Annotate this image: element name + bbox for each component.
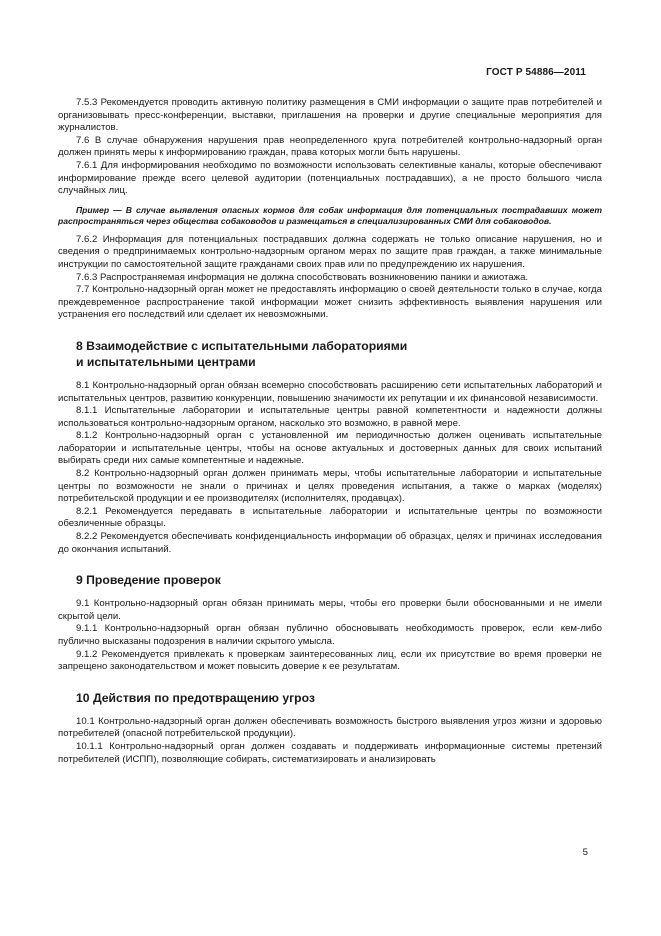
paragraph: 7.5.3 Рекомендуется проводить активную политику размещения в СМИ информации о защите прав потребителей и организовывать пресс-конференции, выставки, приглашения на проверки и другие специальные мероприятия для журналистов. [58, 97, 602, 134]
paragraph: 8.1 Контрольно-надзорный орган обязан всемерно способствовать расширению сети испытательных лабораторий и испытательных центров, развитию конкуренции, повышению значимости их репутации и их финансовой независимости. [58, 379, 602, 404]
section-heading-line: и испытательными центрами [76, 354, 256, 369]
section-heading-10 [58, 690, 602, 706]
document-body [58, 97, 602, 766]
section-heading-line: 8 Взаимодействие с испытательными лабораториями [76, 338, 408, 353]
section-heading-9 [58, 572, 602, 588]
paragraph: 7.7 Контрольно-надзорный орган может не предоставлять информацию о своей деятельности только в случае, когда преждевременное распространение такой информации может снизить эффективность выявления нарушения или устранения его последствий или сделает их невозможными. [58, 284, 602, 321]
section-heading-line: 9 Проведение проверок [76, 573, 221, 588]
paragraph: 9.1.2 Рекомендуется привлекать к проверкам заинтересованных лиц, если их присутствие во время проверки не запрещено законодательством и может повысить доверие к ее результатам. [58, 648, 602, 673]
paragraph: 7.6.2 Информация для потенциальных пострадавших должна содержать не только описание нарушения, но и сведения о предпринимаемых контрольно-надзорным органом мерах по защите прав граждан, а также минимальные инструкции по самостоятельной защите гражданами своих прав или по предупреждению их нарушения. [58, 233, 602, 270]
paragraph: 8.2.2 Рекомендуется обеспечивать конфиденциальность информации об образцах, целях и причинах исследования до окончания испытаний. [58, 531, 602, 555]
document-code: ГОСТ Р 54886—2011 [486, 67, 586, 78]
paragraph: 8.2.1 Рекомендуется передавать в испытательные лаборатории и испытательные центры по возможности обезличенные образцы. [58, 505, 602, 530]
page-number: 5 [582, 847, 588, 858]
paragraph: 8.1.2 Контрольно-надзорный орган с установленной им периодичностью должен оценивать испытательные лаборатории и испытательные центры, чтобы на основе актуальных и достоверных данных для своих испытаний выбирать среди них самые компетентные и надежные. [58, 430, 602, 467]
paragraph: 7.6 В случае обнаружения нарушения прав неопределенного круга потребителей контрольно-надзорный орган должен принять меры к информированию граждан, права которых могли быть нарушены. [58, 134, 602, 159]
paragraph: 10.1.1 Контрольно-надзорный орган должен создавать и поддерживать информационные системы претензий потребителей (ИСПП), позволяющие собирать, систематизировать и анализировать [58, 740, 602, 765]
paragraph: 7.6.1 Для информирования необходимо по возможности использовать селективные каналы, которые обеспечивают информирование прежде всего целевой аудитории (потенциальных пострадавших), а не просто большого числа случайных лиц. [58, 159, 602, 197]
section-heading-line: 10 Действия по предотвращению угроз [76, 690, 315, 705]
paragraph: 9.1.1 Контрольно-надзорный орган обязан публично обосновывать необходимость проверок, если кем-либо публично высказаны подозрения в наличии скрытого умысла. [58, 623, 602, 647]
paragraph: 7.6.3 Распространяемая информация не должна способствовать возникновению паники и ажиотажа. [76, 271, 529, 283]
paragraph: 8.1.1 Испытательные лаборатории и испытательные центры равной компетентности и надежности должны использоваться контрольно-надзорным органом, насколько это возможно, в равной мере. [58, 405, 602, 429]
paragraph: 8.2 Контрольно-надзорный орган должен принимать меры, чтобы испытательные лаборатории и испытательные центры по возможности не знали о причинах и целях проведения испытания, а также о марках (моделях) потребительской продукции и ее производителях (исполнителях, продавцах). [58, 468, 602, 505]
paragraph: 10.1 Контрольно-надзорный орган должен обеспечивать возможность быстрого выявления угроз жизни и здоровью потребителей (опасной потребительской продукции). [58, 715, 602, 740]
section-heading-8 [58, 338, 602, 370]
paragraph: 9.1 Контрольно-надзорный орган обязан принимать меры, чтобы его проверки были обоснованными и не имели скрытой цели. [58, 598, 602, 622]
example-note: Пример — В случае выявления опасных кормов для собак информация для потенциальных пострадавших может распространяться через общества собаководов и размещаться в специализированных СМИ для собаководов. [58, 204, 602, 227]
